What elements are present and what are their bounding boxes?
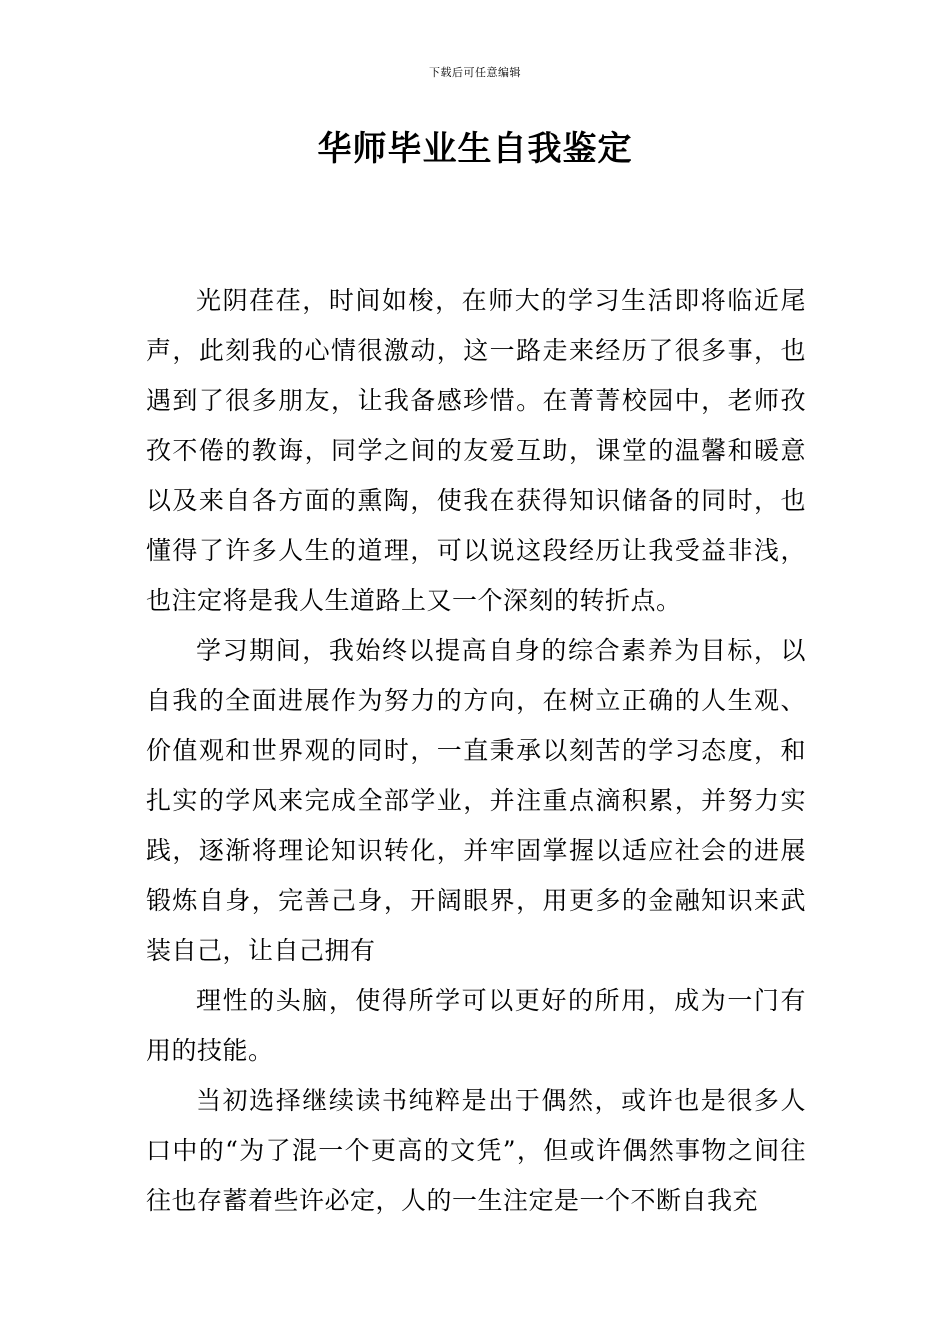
paragraph-1: 光阴荏荏，时间如梭，在师大的学习生活即将临近尾声，此刻我的心情很激动，这一路走来经历了很多事，也遇到了很多朋友，让我备感珍惜。在菁菁校园中，老师孜孜不倦的教诲，同学之间的友爱互助，课堂的温馨和暖意以及来自各方面的熏陶，使我在获得知识储备的同时，也懂得了许多人生的道理，可以说这段经历让我受益非浅，也注定将是我人生道路上又一个深刻的转折点。 xyxy=(146,286,806,615)
header-note: 下载后可任意编辑 xyxy=(429,66,521,79)
document-title: 华师毕业生自我鉴定 xyxy=(317,129,633,169)
document-body xyxy=(146,276,806,1226)
paragraph-3: 理性的头脑，使得所学可以更好的所用，成为一门有用的技能。 xyxy=(146,986,806,1065)
paragraph-2: 学习期间，我始终以提高自身的综合素养为目标，以自我的全面进展作为努力的方向，在树立正确的人生观、价值观和世界观的同时，一直秉承以刻苦的学习态度，和扎实的学风来完成全部学业，并注重点滴积累，并努力实践，逐渐将理论知识转化，并牢固掌握以适应社会的进展锻炼自身，完善己身，开阔眼界，用更多的金融知识来武装自己，让自己拥有 xyxy=(146,636,806,965)
paragraph-4: 当初选择继续读书纯粹是出于偶然，或许也是很多人口中的“为了混一个更高的文凭”，但或许偶然事物之间往往也存蓄着些许必定，人的一生注定是一个不断自我充 xyxy=(146,1086,806,1215)
